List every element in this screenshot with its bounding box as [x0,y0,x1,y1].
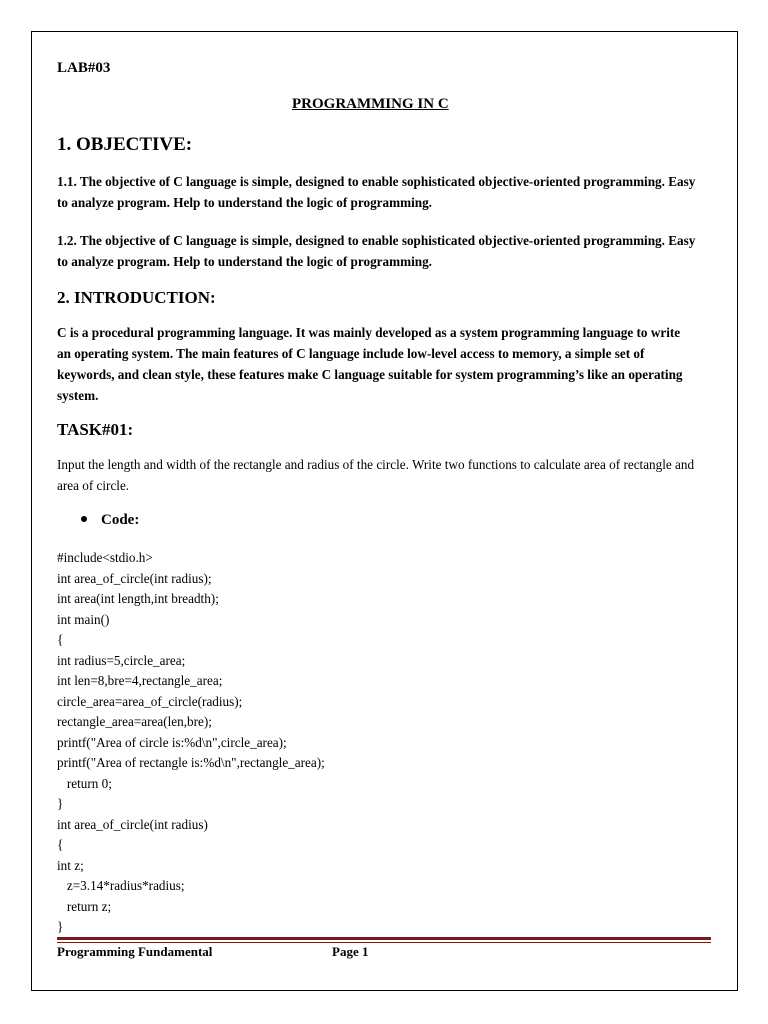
introduction-heading: 2. INTRODUCTION: [57,288,216,307]
lab-label: LAB#03 [57,60,111,76]
objective-paragraph-2: 1.2. The objective of C language is simple, designed to enable sophisticated objective-oriented programming. Easy to analyze program. Help to understand the logic of programming. [57,233,696,269]
code-line: int area(int length,int breadth); [57,591,219,606]
task-description: Input the length and width of the rectangle and radius of the circle. Write two functions to calculate area of rectangle and area of circle. [57,457,695,493]
code-line: int radius=5,circle_area; [57,652,186,668]
code-block [57,548,325,938]
footer-divider-thin [57,942,711,943]
code-line: } [57,919,64,934]
code-line: return z; [57,898,112,914]
bullet-icon [81,516,87,522]
task-heading: TASK#01: [57,420,134,439]
code-line: } [57,796,64,811]
code-label: Code: [101,512,140,528]
code-line: int z; [57,857,84,873]
code-bullet [81,512,139,529]
footer-course-name: Programming Fundamental [57,944,213,959]
code-line: circle_area=area_of_circle(radius); [57,693,243,709]
objective-paragraph-1: 1.1. The objective of C language is simple, designed to enable sophisticated objective-oriented programming. Easy to analyze program. Help to understand the logic of programming. [57,174,696,210]
code-line: { [57,632,64,647]
code-line: rectangle_area=area(len,bre); [57,714,212,729]
code-line: int area_of_circle(int radius); [57,570,212,586]
introduction-paragraph: C is a procedural programming language. It was mainly developed as a system programming language to write an operating system. The main features of C language include low-level access to memory, a simple set of keywords, and clean style, these features make C language suitable for system programming’s like an operating system. [57,325,683,403]
code-line: int area_of_circle(int radius) [57,816,208,832]
footer-page-number: Page 1 [332,944,369,959]
code-line: int len=8,bre=4,rectangle_area; [57,673,223,688]
code-line: int main() [57,611,110,627]
code-line: { [57,837,64,852]
objective-heading: 1. OBJECTIVE: [57,134,193,155]
document-title: PROGRAMMING IN C [292,96,449,112]
footer-divider [57,937,711,940]
code-line: printf("Area of rectangle is:%d\n",rectangle_area); [57,755,325,770]
code-line: z=3.14*radius*radius; [57,878,185,893]
code-line: return 0; [57,775,112,791]
code-line: #include<stdio.h> [57,550,153,565]
code-line: printf("Area of circle is:%d\n",circle_area); [57,734,287,750]
